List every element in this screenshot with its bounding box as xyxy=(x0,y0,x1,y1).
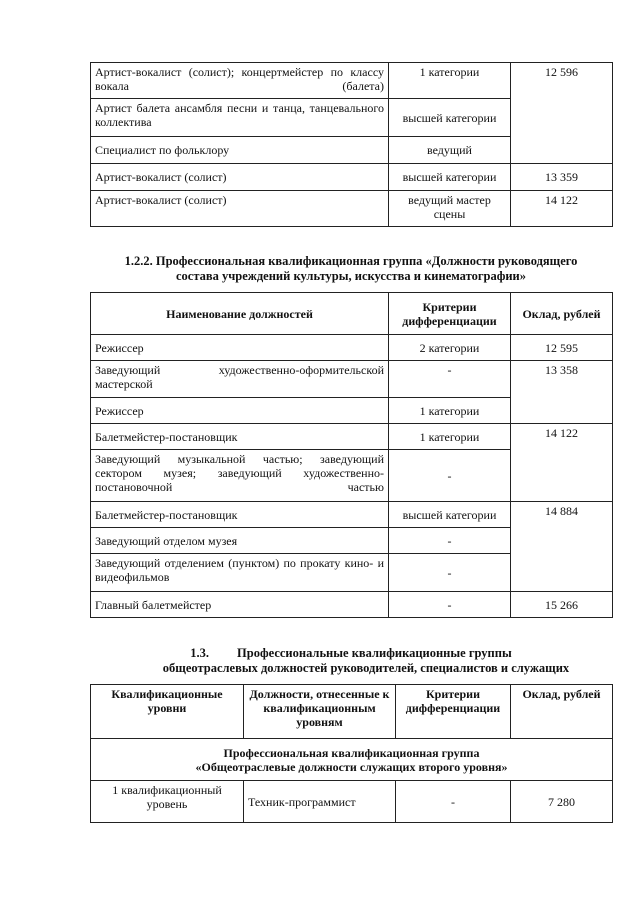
section-heading-1-2-2: 1.2.2. Профессиональная квалификационная группа «Должности руководящего состава учреждений культуры, искусства и кинематографии» xyxy=(124,254,578,283)
criteria-cell: - xyxy=(389,528,511,554)
position-name: Заведующий художественно-оформительской мастерской xyxy=(91,361,389,398)
table-row xyxy=(91,592,613,618)
column-header-salary: Оклад, рублей xyxy=(511,685,613,739)
position-name: Балетмейстер-постановщик xyxy=(91,502,389,528)
salary-table-artists xyxy=(90,62,613,227)
position-name: Заведующий отделом музея xyxy=(91,528,389,554)
position-name: Главный балетмейстер xyxy=(91,592,389,618)
criteria-cell: высшей категории xyxy=(389,502,511,528)
criteria-cell: - xyxy=(389,361,511,398)
position-name: Режиссер xyxy=(91,398,389,424)
salary-table-general xyxy=(90,684,613,823)
salary-cell: 15 266 xyxy=(511,592,613,618)
group-title-line2: «Общеотраслевые должности служащих второго уровня» xyxy=(195,759,508,774)
table-header-row xyxy=(91,685,613,739)
table-row xyxy=(91,191,613,227)
column-header-criteria: Критерии дифференциации xyxy=(396,685,511,739)
group-title-line1: Профессиональная квалификационная группа xyxy=(223,745,480,760)
criteria-cell: 1 категории xyxy=(389,424,511,450)
salary-cell: 7 280 xyxy=(511,781,613,823)
table-row xyxy=(91,164,613,191)
criteria-cell: - xyxy=(396,781,511,823)
salary-table-management xyxy=(90,292,613,618)
section-title-line2: общеотраслевых должностей руководителей, специалистов и служащих xyxy=(162,661,570,675)
criteria-cell: ведущий xyxy=(389,137,511,164)
section-heading-1-3 xyxy=(90,646,612,676)
column-header-salary: Оклад, рублей xyxy=(511,293,613,335)
salary-cell: 13 358 xyxy=(511,361,613,424)
criteria-cell: ведущий мастер сцены xyxy=(389,191,511,227)
table-header-row xyxy=(91,293,613,335)
position-name: Артист балета ансамбля песни и танца, танцевального коллектива xyxy=(91,99,389,137)
section-title-line1: Профессиональные квалификационные группы xyxy=(237,646,512,660)
criteria-cell: высшей категории xyxy=(389,164,511,191)
salary-cell: 13 359 xyxy=(511,164,613,191)
position-name: Заведующий отделением (пунктом) по прокату кино- и видеофильмов xyxy=(91,554,389,592)
criteria-cell: 1 категории xyxy=(389,398,511,424)
position-name: Балетмейстер-постановщик xyxy=(91,424,389,450)
column-header-positions: Должности, отнесенные к квалификационным уровням xyxy=(244,685,396,739)
criteria-cell: высшей категории xyxy=(389,99,511,137)
position-name: Артист-вокалист (солист) xyxy=(91,164,389,191)
criteria-cell: 1 категории xyxy=(389,63,511,99)
criteria-cell: - xyxy=(389,554,511,592)
criteria-cell: 2 категории xyxy=(389,335,511,361)
criteria-cell: - xyxy=(389,592,511,618)
column-header-level: Квалификационные уровни xyxy=(91,685,244,739)
group-title xyxy=(91,739,613,781)
position-name: Специалист по фольклору xyxy=(91,137,389,164)
table-row xyxy=(91,335,613,361)
salary-cell: 12 595 xyxy=(511,335,613,361)
table-row xyxy=(91,63,613,99)
table-row xyxy=(91,361,613,398)
section-number: 1.3. xyxy=(190,646,210,660)
table-row xyxy=(91,781,613,823)
salary-cell: 14 884 xyxy=(511,502,613,592)
column-header-criteria: Критерии дифференциации xyxy=(389,293,511,335)
salary-cell: 14 122 xyxy=(511,424,613,502)
position-name: Заведующий музыкальной частью; заведующий сектором музея; заведующий художественно-постановочной частью xyxy=(91,450,389,502)
salary-cell: 12 596 xyxy=(511,63,613,164)
position-name: Техник-программист xyxy=(244,781,396,823)
level-cell: 1 квалификационный уровень xyxy=(91,781,244,823)
table-row xyxy=(91,424,613,450)
position-name: Артист-вокалист (солист); концертмейстер по классу вокала (балета) xyxy=(91,63,389,99)
salary-cell: 14 122 xyxy=(511,191,613,227)
column-header-name: Наименование должностей xyxy=(91,293,389,335)
table-row xyxy=(91,502,613,528)
group-row xyxy=(91,739,613,781)
criteria-cell: - xyxy=(389,450,511,502)
position-name: Режиссер xyxy=(91,335,389,361)
position-name: Артист-вокалист (солист) xyxy=(91,191,389,227)
